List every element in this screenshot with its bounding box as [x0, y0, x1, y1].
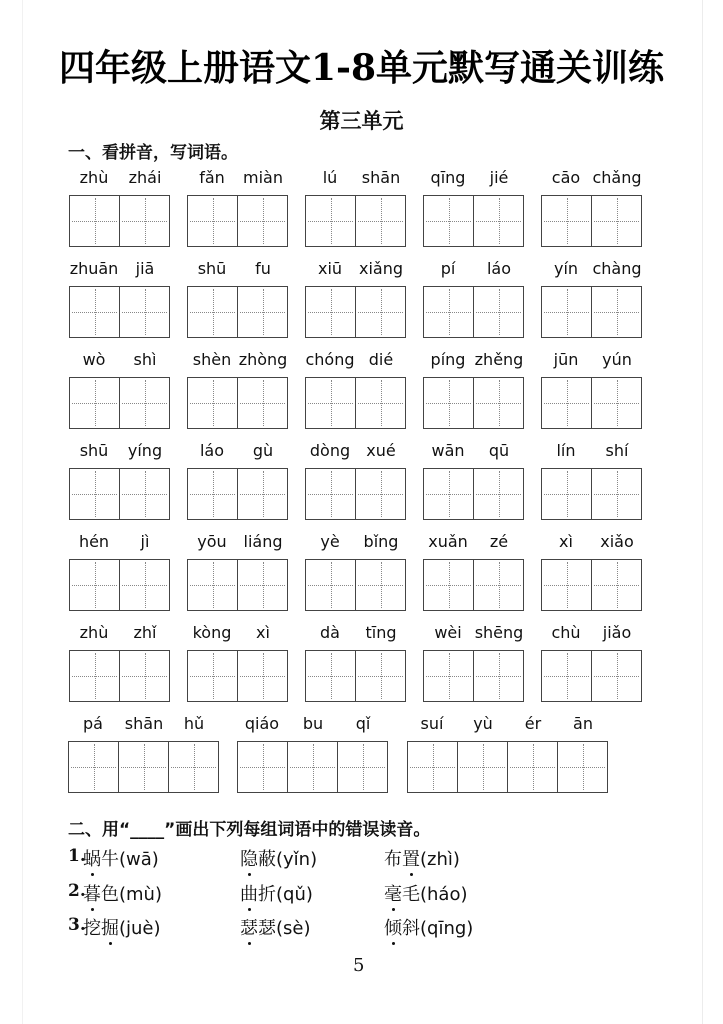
character-cell-group: [69, 350, 120, 429]
character-cell-group: [69, 623, 120, 702]
character-cell-group: [305, 532, 356, 611]
pinyin-label: xì: [559, 532, 573, 551]
emphasis-dot-icon: [392, 908, 395, 911]
pinyin-label: xué: [366, 441, 396, 460]
emphasis-dot-icon: [248, 908, 251, 911]
pinyin-label: chù: [551, 623, 581, 642]
pinyin-label: zhù: [79, 623, 109, 642]
page-edge: [702, 0, 703, 1024]
tianzige-writing-cell[interactable]: [238, 559, 288, 611]
section-1-heading: 一、看拼音，写词语。: [68, 143, 238, 163]
tianzige-writing-cell[interactable]: [423, 377, 474, 429]
character-cell-group: [338, 714, 388, 793]
pinyin-label: qǐ: [355, 714, 371, 733]
character-cell-group: [169, 714, 219, 793]
chinese-word: 瑟瑟: [240, 918, 276, 939]
character-cell-group: [541, 168, 592, 247]
emphasis-dot-icon: [410, 873, 413, 876]
tianzige-writing-cell[interactable]: [423, 195, 474, 247]
tianzige-writing-cell[interactable]: [541, 377, 592, 429]
pinyin-label: yíng: [127, 441, 163, 460]
character-cell-group: [592, 259, 642, 338]
word-pinyin-item[interactable]: [384, 914, 473, 940]
question-number: 1.: [68, 846, 86, 866]
word-writing-block: [541, 350, 642, 429]
tianzige-writing-cell[interactable]: [458, 741, 508, 793]
tianzige-writing-cell[interactable]: [69, 559, 120, 611]
word-writing-block: [423, 532, 524, 611]
character-cell-group: [187, 350, 238, 429]
character-cell-group: [238, 441, 288, 520]
tianzige-writing-cell[interactable]: [423, 286, 474, 338]
word-pinyin-item[interactable]: [83, 845, 159, 871]
pinyin-label: bu: [302, 714, 324, 733]
tianzige-writing-cell[interactable]: [423, 650, 474, 702]
tianzige-writing-cell[interactable]: [474, 286, 524, 338]
character-cell-group: [458, 714, 508, 793]
pinyin-reading: (wā): [119, 849, 159, 870]
tianzige-writing-cell[interactable]: [120, 650, 170, 702]
tianzige-writing-cell[interactable]: [120, 195, 170, 247]
character-cell-group: [541, 350, 592, 429]
pinyin-label: wèi: [434, 623, 462, 642]
pinyin-reading: (yǐn): [276, 849, 318, 870]
character-cell-group: [474, 441, 524, 520]
pinyin-label: zhái: [128, 168, 162, 187]
pinyin-label: tīng: [365, 623, 397, 642]
tianzige-writing-cell[interactable]: [423, 559, 474, 611]
pinyin-label: lú: [322, 168, 338, 187]
character-cell-group: [592, 623, 642, 702]
tianzige-writing-cell[interactable]: [69, 195, 120, 247]
word-writing-block: [305, 168, 406, 247]
tianzige-writing-cell[interactable]: [356, 468, 406, 520]
pinyin-label: cāo: [551, 168, 581, 187]
word-writing-block: [305, 441, 406, 520]
word-writing-block: [541, 168, 642, 247]
tianzige-writing-cell[interactable]: [187, 559, 238, 611]
tianzige-writing-cell[interactable]: [69, 286, 120, 338]
chinese-word: 蜗牛: [83, 849, 119, 870]
pinyin-label: shì: [133, 350, 157, 369]
tianzige-writing-cell[interactable]: [305, 377, 356, 429]
word-writing-block: [407, 714, 608, 793]
character-cell-group: [474, 259, 524, 338]
tianzige-writing-cell[interactable]: [423, 468, 474, 520]
character-cell-group: [541, 441, 592, 520]
emphasis-dot-icon: [248, 873, 251, 876]
pinyin-label: láo: [199, 441, 225, 460]
word-writing-block: [423, 350, 524, 429]
word-writing-block: [69, 623, 170, 702]
pinyin-reading: (sè): [276, 918, 311, 939]
section-2-heading: 二、用“____”画出下列每组词语中的错误读音。: [68, 820, 431, 840]
emphasis-dot-icon: [109, 942, 112, 945]
tianzige-writing-cell[interactable]: [238, 286, 288, 338]
tianzige-writing-cell[interactable]: [119, 741, 169, 793]
pinyin-label: chǎng: [592, 168, 642, 187]
character-cell-group: [69, 168, 120, 247]
pinyin-label: ān: [573, 714, 593, 733]
word-writing-block: [187, 441, 288, 520]
word-writing-block: [69, 441, 170, 520]
character-cell-group: [305, 441, 356, 520]
pinyin-label: gù: [252, 441, 274, 460]
character-cell-group: [592, 532, 642, 611]
character-cell-group: [238, 350, 288, 429]
pinyin-label: shēng: [474, 623, 524, 642]
chinese-word: 挖掘: [83, 918, 119, 939]
character-cell-group: [120, 168, 170, 247]
question-number: 3.: [68, 915, 86, 935]
pinyin-reading: (mù): [119, 884, 162, 905]
character-cell-group: [541, 532, 592, 611]
pinyin-label: chóng: [305, 350, 355, 369]
pinyin-label: liáng: [243, 532, 283, 551]
pinyin-label: xuǎn: [428, 532, 468, 551]
character-cell-group: [356, 168, 406, 247]
character-cell-group: [120, 259, 170, 338]
pinyin-label: yōu: [197, 532, 227, 551]
pinyin-label: jiǎo: [602, 623, 632, 642]
tianzige-writing-cell[interactable]: [508, 741, 558, 793]
pinyin-label: yè: [320, 532, 340, 551]
word-pinyin-item[interactable]: [384, 845, 460, 871]
pinyin-label: jì: [140, 532, 150, 551]
page-number: 5: [353, 955, 365, 976]
character-cell-group: [356, 350, 406, 429]
tianzige-writing-cell[interactable]: [305, 286, 356, 338]
pinyin-label: zhòng: [238, 350, 288, 369]
pinyin-label: pá: [83, 714, 103, 733]
page-title: 四年级上册语文1-8单元默写通关训练: [58, 47, 665, 89]
word-writing-block: [423, 168, 524, 247]
pinyin-label: bǐng: [363, 532, 399, 551]
character-cell-group: [423, 623, 474, 702]
word-pinyin-item[interactable]: [240, 880, 313, 906]
pinyin-label: qū: [488, 441, 510, 460]
pinyin-label: dié: [368, 350, 394, 369]
tianzige-writing-cell[interactable]: [187, 468, 238, 520]
word-writing-block: [541, 623, 642, 702]
word-writing-block: [237, 714, 388, 793]
pinyin-label: yún: [602, 350, 632, 369]
word-writing-block: [305, 350, 406, 429]
pinyin-label: xiǎng: [358, 259, 403, 278]
pinyin-label: zhěng: [474, 350, 524, 369]
word-writing-block: [187, 350, 288, 429]
tianzige-writing-cell[interactable]: [592, 650, 642, 702]
pinyin-label: pí: [440, 259, 456, 278]
pinyin-label: xiū: [317, 259, 343, 278]
character-cell-group: [120, 623, 170, 702]
tianzige-writing-cell[interactable]: [338, 741, 388, 793]
chinese-word: 隐蔽: [240, 849, 276, 870]
tianzige-writing-cell[interactable]: [187, 286, 238, 338]
character-cell-group: [187, 168, 238, 247]
pinyin-reading: (qīng): [420, 918, 474, 939]
tianzige-writing-cell[interactable]: [541, 286, 592, 338]
character-cell-group: [187, 259, 238, 338]
character-cell-group: [120, 532, 170, 611]
pinyin-label: zhù: [79, 168, 109, 187]
word-writing-block: [187, 532, 288, 611]
pinyin-label: jūn: [553, 350, 579, 369]
question-number: 2.: [68, 881, 86, 901]
tianzige-writing-cell[interactable]: [237, 741, 288, 793]
tianzige-writing-cell[interactable]: [238, 195, 288, 247]
pinyin-label: yín: [553, 259, 579, 278]
tianzige-writing-cell[interactable]: [592, 377, 642, 429]
word-writing-block: [187, 623, 288, 702]
pinyin-label: xì: [256, 623, 270, 642]
emphasis-dot-icon: [248, 942, 251, 945]
tianzige-writing-cell[interactable]: [474, 195, 524, 247]
chinese-word: 暮色: [83, 884, 119, 905]
character-cell-group: [187, 623, 238, 702]
character-cell-group: [474, 350, 524, 429]
pinyin-label: shū: [79, 441, 109, 460]
character-cell-group: [356, 532, 406, 611]
character-cell-group: [558, 714, 608, 793]
pinyin-label: qiáo: [244, 714, 280, 733]
pinyin-label: láo: [486, 259, 512, 278]
pinyin-label: lín: [556, 441, 576, 460]
pinyin-label: hǔ: [183, 714, 205, 733]
character-cell-group: [288, 714, 338, 793]
tianzige-writing-cell[interactable]: [187, 195, 238, 247]
tianzige-writing-cell[interactable]: [592, 286, 642, 338]
tianzige-writing-cell[interactable]: [305, 468, 356, 520]
word-writing-block: [305, 259, 406, 338]
chinese-word: 布置: [384, 849, 420, 870]
character-cell-group: [120, 441, 170, 520]
tianzige-writing-cell[interactable]: [356, 286, 406, 338]
pinyin-label: miàn: [243, 168, 283, 187]
pinyin-label: jié: [489, 168, 509, 187]
pinyin-label: chàng: [592, 259, 642, 278]
character-cell-group: [187, 532, 238, 611]
tianzige-writing-cell[interactable]: [305, 559, 356, 611]
tianzige-writing-cell[interactable]: [120, 559, 170, 611]
character-cell-group: [423, 168, 474, 247]
pinyin-label: shān: [361, 168, 401, 187]
tianzige-writing-cell[interactable]: [474, 468, 524, 520]
character-cell-group: [474, 168, 524, 247]
character-cell-group: [592, 441, 642, 520]
pinyin-label: shèn: [192, 350, 232, 369]
emphasis-dot-icon: [91, 873, 94, 876]
character-cell-group: [305, 623, 356, 702]
word-writing-block: [69, 350, 170, 429]
tianzige-writing-cell[interactable]: [541, 468, 592, 520]
character-cell-group: [407, 714, 458, 793]
pinyin-label: zhuān: [69, 259, 119, 278]
tianzige-writing-cell[interactable]: [356, 650, 406, 702]
tianzige-writing-cell[interactable]: [68, 741, 119, 793]
word-pinyin-item[interactable]: [240, 914, 311, 940]
character-cell-group: [541, 259, 592, 338]
tianzige-writing-cell[interactable]: [305, 650, 356, 702]
tianzige-writing-cell[interactable]: [187, 650, 238, 702]
emphasis-dot-icon: [392, 942, 395, 945]
pinyin-label: shān: [124, 714, 164, 733]
word-writing-block: [187, 259, 288, 338]
pinyin-label: shí: [605, 441, 629, 460]
character-cell-group: [237, 714, 288, 793]
pinyin-label: dà: [320, 623, 340, 642]
pinyin-label: hén: [78, 532, 110, 551]
pinyin-label: suí: [420, 714, 444, 733]
word-pinyin-item[interactable]: [240, 845, 317, 871]
tianzige-writing-cell[interactable]: [356, 559, 406, 611]
chinese-word: 毫毛: [384, 884, 420, 905]
character-cell-group: [305, 168, 356, 247]
word-writing-block: [305, 532, 406, 611]
page-edge: [22, 0, 23, 1024]
tianzige-writing-cell[interactable]: [474, 559, 524, 611]
character-cell-group: [423, 259, 474, 338]
character-cell-group: [474, 623, 524, 702]
character-cell-group: [541, 623, 592, 702]
character-cell-group: [305, 259, 356, 338]
pinyin-label: wò: [82, 350, 106, 369]
tianzige-writing-cell[interactable]: [592, 559, 642, 611]
word-writing-block: [69, 259, 170, 338]
tianzige-writing-cell[interactable]: [305, 195, 356, 247]
tianzige-writing-cell[interactable]: [238, 377, 288, 429]
word-writing-block: [541, 441, 642, 520]
tianzige-writing-cell[interactable]: [187, 377, 238, 429]
tianzige-writing-cell[interactable]: [69, 650, 120, 702]
character-cell-group: [356, 441, 406, 520]
chinese-word: 曲折: [240, 884, 276, 905]
pinyin-reading: (qǔ): [276, 884, 313, 905]
word-writing-block: [541, 259, 642, 338]
word-writing-block: [423, 623, 524, 702]
word-writing-block: [423, 259, 524, 338]
character-cell-group: [69, 441, 120, 520]
character-cell-group: [119, 714, 169, 793]
character-cell-group: [238, 259, 288, 338]
character-cell-group: [69, 532, 120, 611]
tianzige-writing-cell[interactable]: [541, 559, 592, 611]
pinyin-label: kòng: [192, 623, 232, 642]
character-cell-group: [187, 441, 238, 520]
tianzige-writing-cell[interactable]: [69, 377, 120, 429]
tianzige-writing-cell[interactable]: [120, 377, 170, 429]
word-pinyin-item[interactable]: [384, 880, 468, 906]
word-writing-block: [69, 532, 170, 611]
character-cell-group: [238, 168, 288, 247]
character-cell-group: [120, 350, 170, 429]
tianzige-writing-cell[interactable]: [541, 195, 592, 247]
pinyin-reading: (juè): [119, 918, 161, 939]
pinyin-label: wān: [431, 441, 465, 460]
pinyin-label: jiā: [135, 259, 155, 278]
tianzige-writing-cell[interactable]: [558, 741, 608, 793]
tianzige-writing-cell[interactable]: [592, 468, 642, 520]
word-writing-block: [541, 532, 642, 611]
pinyin-label: zé: [489, 532, 509, 551]
word-pinyin-item[interactable]: [83, 880, 162, 906]
tianzige-writing-cell[interactable]: [356, 195, 406, 247]
tianzige-writing-cell[interactable]: [474, 377, 524, 429]
tianzige-writing-cell[interactable]: [407, 741, 458, 793]
tianzige-writing-cell[interactable]: [541, 650, 592, 702]
tianzige-writing-cell[interactable]: [356, 377, 406, 429]
character-cell-group: [69, 259, 120, 338]
chinese-word: 倾斜: [384, 918, 420, 939]
word-writing-block: [69, 168, 170, 247]
tianzige-writing-cell[interactable]: [169, 741, 219, 793]
tianzige-writing-cell[interactable]: [592, 195, 642, 247]
character-cell-group: [508, 714, 558, 793]
pinyin-label: ér: [524, 714, 542, 733]
tianzige-writing-cell[interactable]: [238, 468, 288, 520]
tianzige-writing-cell[interactable]: [120, 468, 170, 520]
character-cell-group: [356, 259, 406, 338]
pinyin-label: píng: [430, 350, 466, 369]
character-cell-group: [356, 623, 406, 702]
character-cell-group: [423, 441, 474, 520]
pinyin-label: xiǎo: [600, 532, 634, 551]
character-cell-group: [423, 532, 474, 611]
pinyin-reading: (zhì): [420, 849, 460, 870]
pinyin-label: dòng: [309, 441, 351, 460]
character-cell-group: [305, 350, 356, 429]
character-cell-group: [423, 350, 474, 429]
character-cell-group: [474, 532, 524, 611]
pinyin-label: zhǐ: [133, 623, 157, 642]
pinyin-label: shū: [197, 259, 227, 278]
pinyin-label: yù: [473, 714, 493, 733]
tianzige-writing-cell[interactable]: [288, 741, 338, 793]
character-cell-group: [238, 623, 288, 702]
word-writing-block: [68, 714, 219, 793]
word-writing-block: [305, 623, 406, 702]
unit-title: 第三单元: [319, 109, 404, 133]
pinyin-label: fǎn: [199, 168, 225, 187]
tianzige-writing-cell[interactable]: [120, 286, 170, 338]
pinyin-label: fu: [255, 259, 271, 278]
tianzige-writing-cell[interactable]: [474, 650, 524, 702]
word-pinyin-item[interactable]: [83, 914, 161, 940]
character-cell-group: [238, 532, 288, 611]
character-cell-group: [592, 350, 642, 429]
character-cell-group: [68, 714, 119, 793]
word-writing-block: [187, 168, 288, 247]
character-cell-group: [592, 168, 642, 247]
word-writing-block: [423, 441, 524, 520]
pinyin-label: qīng: [430, 168, 466, 187]
tianzige-writing-cell[interactable]: [69, 468, 120, 520]
tianzige-writing-cell[interactable]: [238, 650, 288, 702]
pinyin-reading: (háo): [420, 884, 468, 905]
emphasis-dot-icon: [91, 908, 94, 911]
